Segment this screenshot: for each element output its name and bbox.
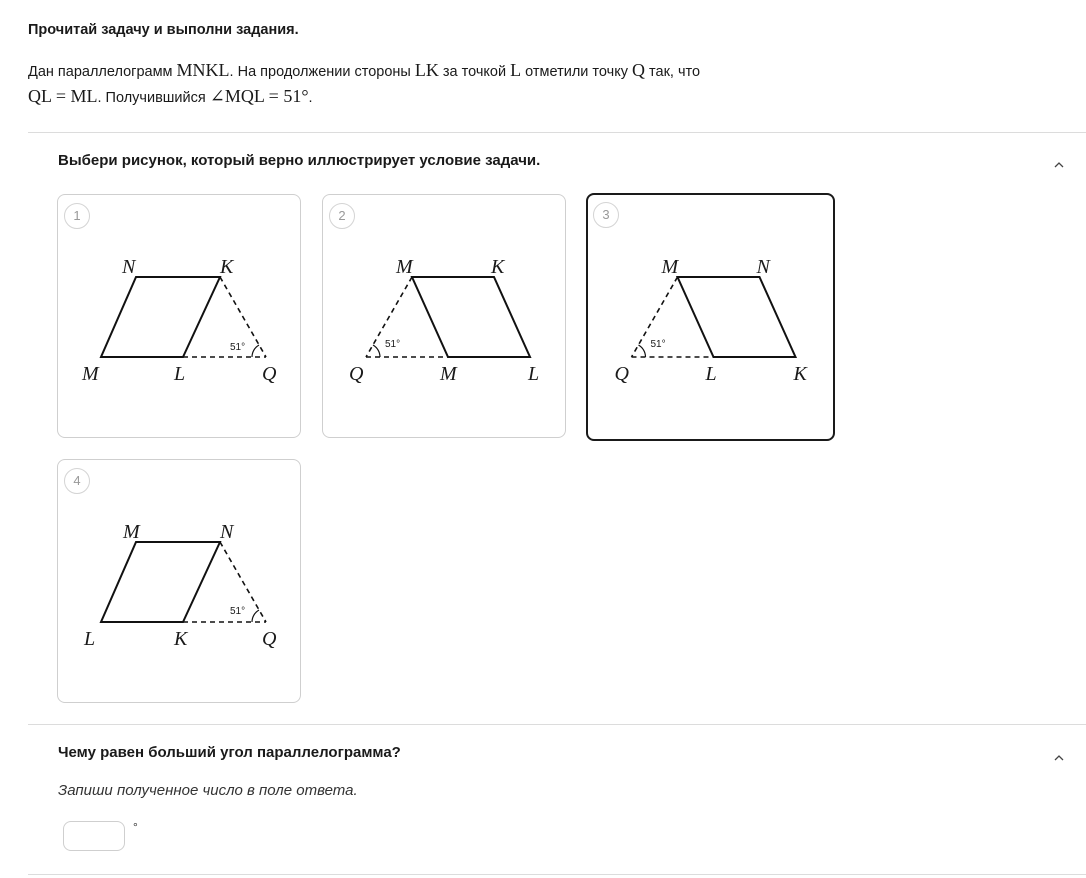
task-title: Прочитай задачу и выполни задания. bbox=[28, 22, 299, 38]
vertex-label: L bbox=[174, 363, 186, 385]
figure-option-1[interactable] bbox=[57, 194, 301, 438]
vertex-label: L bbox=[705, 363, 717, 385]
statement-math: Q bbox=[632, 60, 645, 80]
figure-1-drawing bbox=[58, 195, 302, 439]
angle-arc bbox=[639, 345, 646, 357]
angle-label: 51° bbox=[385, 339, 401, 350]
vertex-label: Q bbox=[262, 363, 277, 385]
vertex-label: M bbox=[440, 363, 457, 385]
statement-math: MNKL bbox=[176, 60, 230, 80]
option-number-badge: 3 bbox=[593, 202, 619, 228]
chevron-up-icon[interactable] bbox=[1052, 751, 1066, 765]
task-statement bbox=[28, 58, 788, 110]
figure-option-3[interactable] bbox=[586, 193, 835, 441]
figure-4-drawing bbox=[58, 460, 302, 704]
figure-option-4[interactable] bbox=[57, 459, 301, 703]
answer-input[interactable] bbox=[63, 821, 125, 851]
vertex-label: Q bbox=[614, 363, 629, 385]
vertex-label: K bbox=[174, 628, 188, 650]
vertex-label: K bbox=[491, 256, 505, 278]
vertex-label: N bbox=[220, 521, 234, 543]
divider bbox=[28, 874, 1086, 875]
chevron-up-icon[interactable] bbox=[1052, 158, 1066, 172]
parallelogram bbox=[101, 542, 220, 622]
statement-text: . bbox=[308, 90, 313, 106]
vertex-label: Q bbox=[349, 363, 364, 385]
vertex-label: M bbox=[82, 363, 99, 385]
vertex-label: M bbox=[123, 521, 140, 543]
statement-math: LK bbox=[414, 60, 439, 80]
angle-label: 51° bbox=[650, 339, 666, 350]
statement-text: Дан параллелограмм bbox=[28, 64, 177, 80]
statement-math: ∠MQL = 51° bbox=[209, 86, 309, 106]
vertex-label: K bbox=[220, 256, 234, 278]
parallelogram bbox=[101, 277, 220, 357]
parallelogram bbox=[412, 277, 530, 357]
question2-title: Чему равен больший угол параллелограмма? bbox=[58, 744, 401, 761]
question1-title: Выбери рисунок, который верно иллюстрирует условие задачи. bbox=[58, 152, 541, 169]
vertex-label: K bbox=[793, 363, 807, 385]
angle-arc bbox=[373, 345, 380, 357]
figure-option-2[interactable] bbox=[322, 194, 566, 438]
parallelogram bbox=[678, 277, 796, 357]
angle-label: 51° bbox=[230, 606, 246, 617]
vertex-label: Q bbox=[262, 628, 277, 650]
option-number-badge: 1 bbox=[64, 203, 90, 229]
divider bbox=[28, 132, 1086, 133]
angle-arc bbox=[252, 610, 259, 622]
vertex-label: M bbox=[661, 256, 679, 278]
statement-text: . На продолжении стороны bbox=[229, 64, 415, 80]
statement-text: . Получившийся bbox=[97, 90, 210, 106]
figure-2-drawing bbox=[323, 195, 567, 439]
degree-unit: ° bbox=[133, 820, 138, 834]
vertex-label: L bbox=[528, 363, 540, 385]
divider bbox=[28, 724, 1086, 725]
figure-3-drawing bbox=[588, 195, 833, 439]
angle-arc bbox=[252, 345, 259, 357]
answer-hint: Запиши полученное число в поле ответа. bbox=[58, 782, 358, 799]
angle-label: 51° bbox=[230, 342, 246, 353]
statement-math: QL = ML bbox=[28, 86, 98, 106]
statement-text: так, что bbox=[645, 64, 701, 80]
statement-text: отметили точку bbox=[521, 64, 632, 80]
vertex-label: N bbox=[122, 256, 136, 278]
vertex-label: N bbox=[756, 256, 770, 278]
vertex-label: L bbox=[84, 628, 96, 650]
option-number-badge: 4 bbox=[64, 468, 90, 494]
vertex-label: M bbox=[396, 256, 413, 278]
statement-math: L bbox=[510, 60, 522, 80]
statement-text: за точкой bbox=[438, 64, 511, 80]
option-number-badge: 2 bbox=[329, 203, 355, 229]
